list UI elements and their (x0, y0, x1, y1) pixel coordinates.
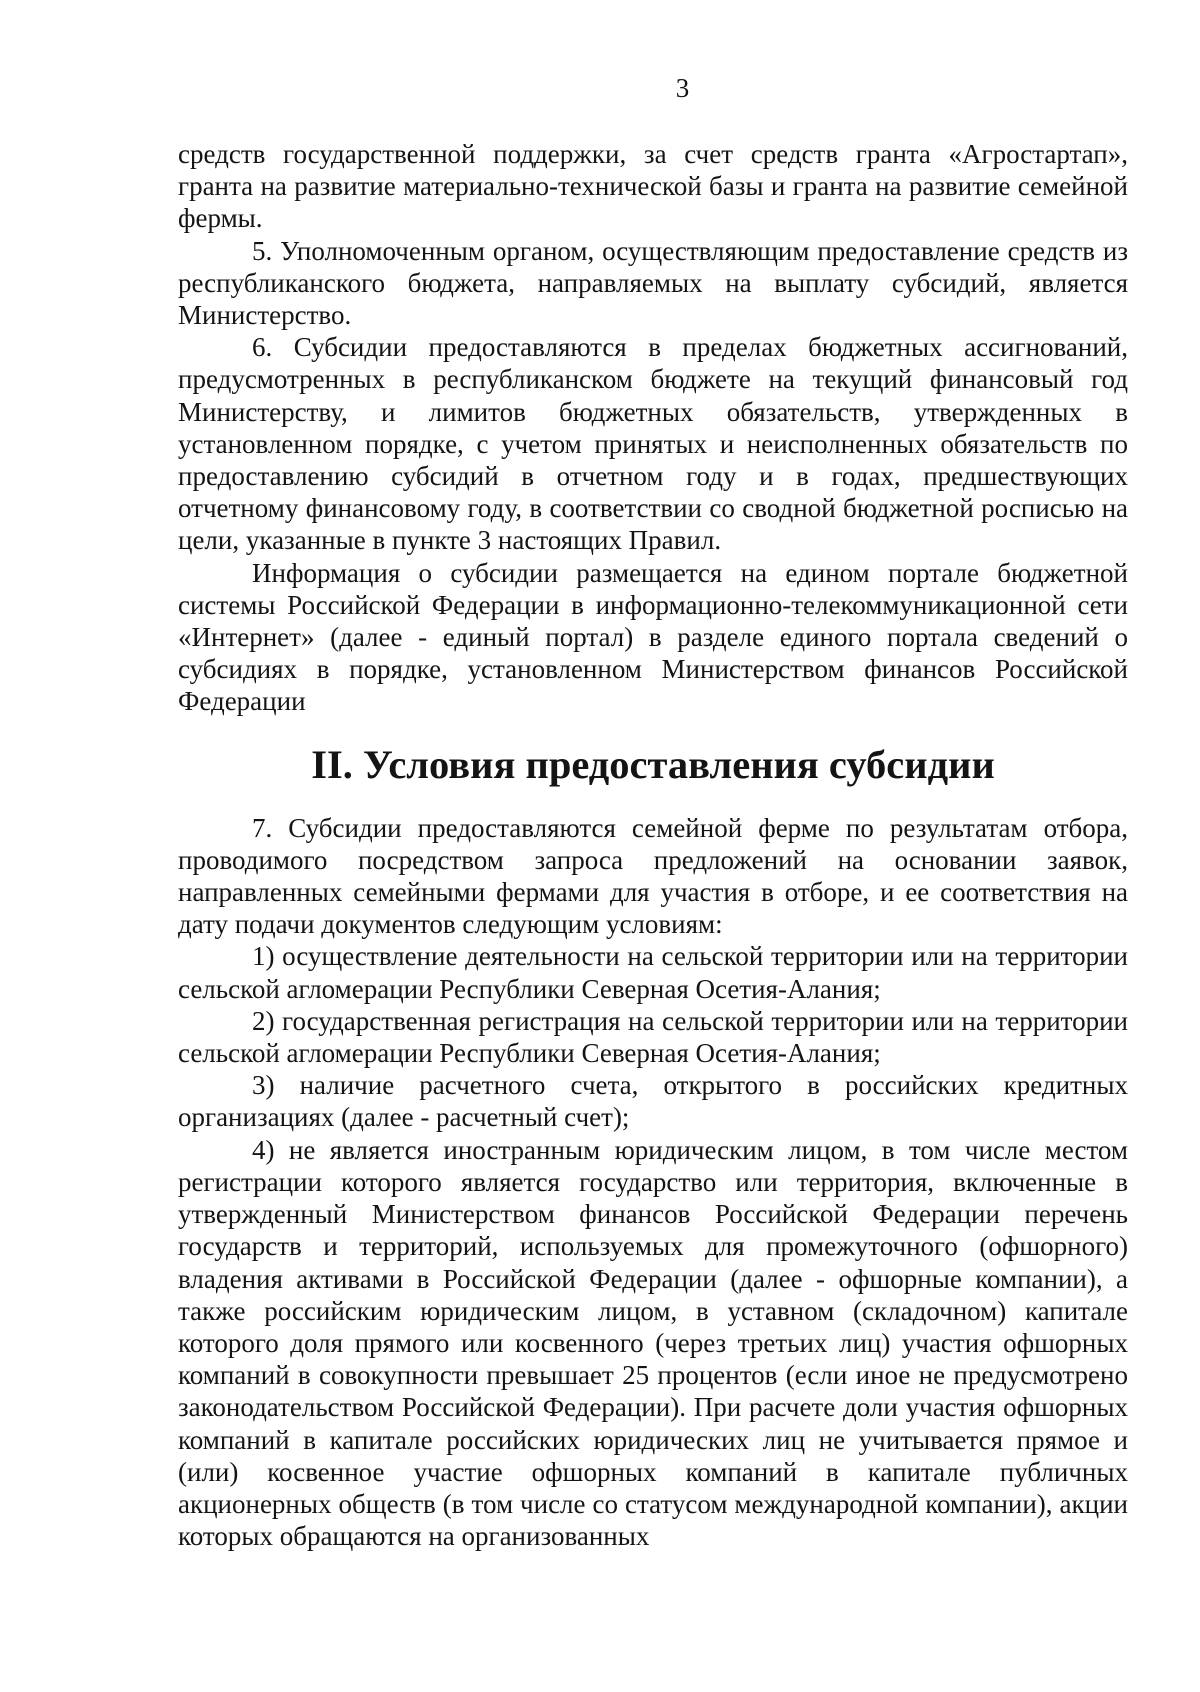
section-heading: II. Условия предоставления субсидии (311, 741, 995, 787)
page-number: 3 (675, 73, 690, 103)
condition-item-1: 1) осуществление деятельности на сельской территории или на территории сельской агломерации Республики Северная Осетия-Алания; (178, 941, 1128, 1004)
paragraph-item-6: 6. Субсидии предоставляются в пределах бюджетных ассигнований, предусмотренных в республиканском бюджете на текущий финансовый год Министерству, и лимитов бюджетных обязательств, утвержденных в установленном порядке, с учетом принятых и неисполненных обязательств по предоставлению субсидий в отчетном году и в годах, предшествующих отчетному финансовому году, в соответствии со сводной бюджетной росписью на цели, указанные в пункте 3 настоящих Правил. (178, 332, 1128, 556)
paragraph-item-5: 5. Уполномоченным органом, осуществляющим предоставление средств из республиканского бюджета, направляемых на выплату субсидий, является Министерство. (178, 235, 1128, 331)
document-body (178, 138, 1128, 1552)
paragraph-item-7: 7. Субсидии предоставляются семейной ферме по результатам отбора, проводимого посредством запроса предложений на основании заявок, направленных семейными фермами для участия в отборе, и ее соответствия на дату подачи документов следующим условиям: (178, 812, 1128, 940)
paragraph-continuation: средств государственной поддержки, за счет средств гранта «Агростартап», гранта на развитие материально-технической базы и гранта на развитие семейной фермы. (178, 139, 1128, 234)
condition-item-2: 2) государственная регистрация на сельской территории или на территории сельской агломерации Республики Северная Осетия-Алания; (178, 1005, 1128, 1069)
condition-item-4: 4) не является иностранным юридическим лицом, в том числе местом регистрации которого является государство или территория, включенные в утвержденный Министерством финансов Российской Федерации перечень государств и территорий, используемых для промежуточного (офшорного) владения активами в Российской Федерации (далее - офшорные компании), а также российским юридическим лицом, в уставном (складочном) капитале которого доля прямого или косвенного (через третьих лиц) участия офшорных компаний в совокупности превышает 25 процентов (если иное не предусмотрено законодательством Российской Федерации). При расчете доли участия офшорных компаний в капитале российских юридических лиц не учитывается прямое и (или) косвенное участие офшорных компаний в капитале публичных акционерных обществ (в том числе со статусом международной компании), акции которых обращаются на организованных (178, 1134, 1128, 1552)
condition-item-3: 3) наличие расчетного счета, открытого в российских кредитных организациях (далее - расчетный счет); (178, 1070, 1128, 1133)
paragraph-subsidy-info: Информация о субсидии размещается на едином портале бюджетной системы Российской Федерации в информационно-телекоммуникационной сети «Интернет» (далее - единый портал) в разделе единого портала сведений о субсидиях в порядке, установленном Министерством финансов Российской Федерации (178, 557, 1128, 717)
